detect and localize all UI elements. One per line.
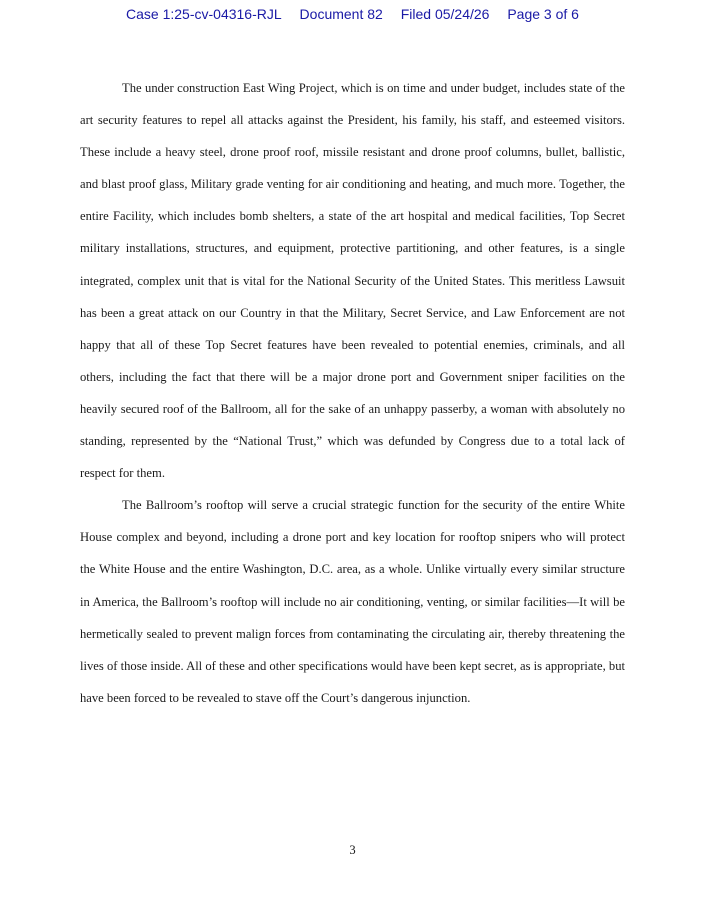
page-indicator: Page 3 of 6 xyxy=(507,6,579,22)
body-text xyxy=(80,72,625,714)
ecf-header xyxy=(0,6,705,22)
paragraph-ballroom-rooftop: The Ballroom’s rooftop will serve a crucial strategic function for the security of the entire White House complex and beyond, including a drone port and key location for rooftop snipers who will protect the White House and the entire Washington, D.C. area, as a whole. Unlike virtually every similar structure in America, the Ballroom’s rooftop will include no air conditioning, venting, or similar facilities—It will be hermetically sealed to prevent malign forces from contaminating the circulating air, thereby threatening the lives of those inside. All of these and other specifications would have been kept secret, as is appropriate, but have been forced to be revealed to stave off the Court’s dangerous injunction. xyxy=(80,498,625,705)
document-number: Document 82 xyxy=(299,6,383,22)
case-number: Case 1:25-cv-04316-RJL xyxy=(126,6,282,22)
paragraph-east-wing: The under construction East Wing Project, which is on time and under budget, includes state of the art security features to repel all attacks against the President, his family, his staff, and esteemed visitors. These include a heavy steel, drone proof roof, missile resistant and drone proof columns, bullet, ballistic, and blast proof glass, Military grade venting for air conditioning and heating, and much more. Together, the entire Facility, which includes bomb shelters, a state of the art hospital and medical facilities, Top Secret military installations, structures, and equipment, protective partitioning, and other features, is a single integrated, complex unit that is vital for the National Security of the United States. This meritless Lawsuit has been a great attack on our Country in that the Military, Secret Service, and Law Enforcement are not happy that all of these Top Secret features have been revealed to potential enemies, criminals, and all others, including the fact that there will be a major drone port and Government sniper facilities on the heavily secured roof of the Ballroom, all for the sake of an unhappy passerby, a woman with absolutely no standing, represented by the “National Trust,” which was defunded by Congress due to a total lack of respect for them. xyxy=(80,81,625,481)
filed-date: Filed 05/24/26 xyxy=(400,6,490,22)
page-number: 3 xyxy=(349,843,356,857)
